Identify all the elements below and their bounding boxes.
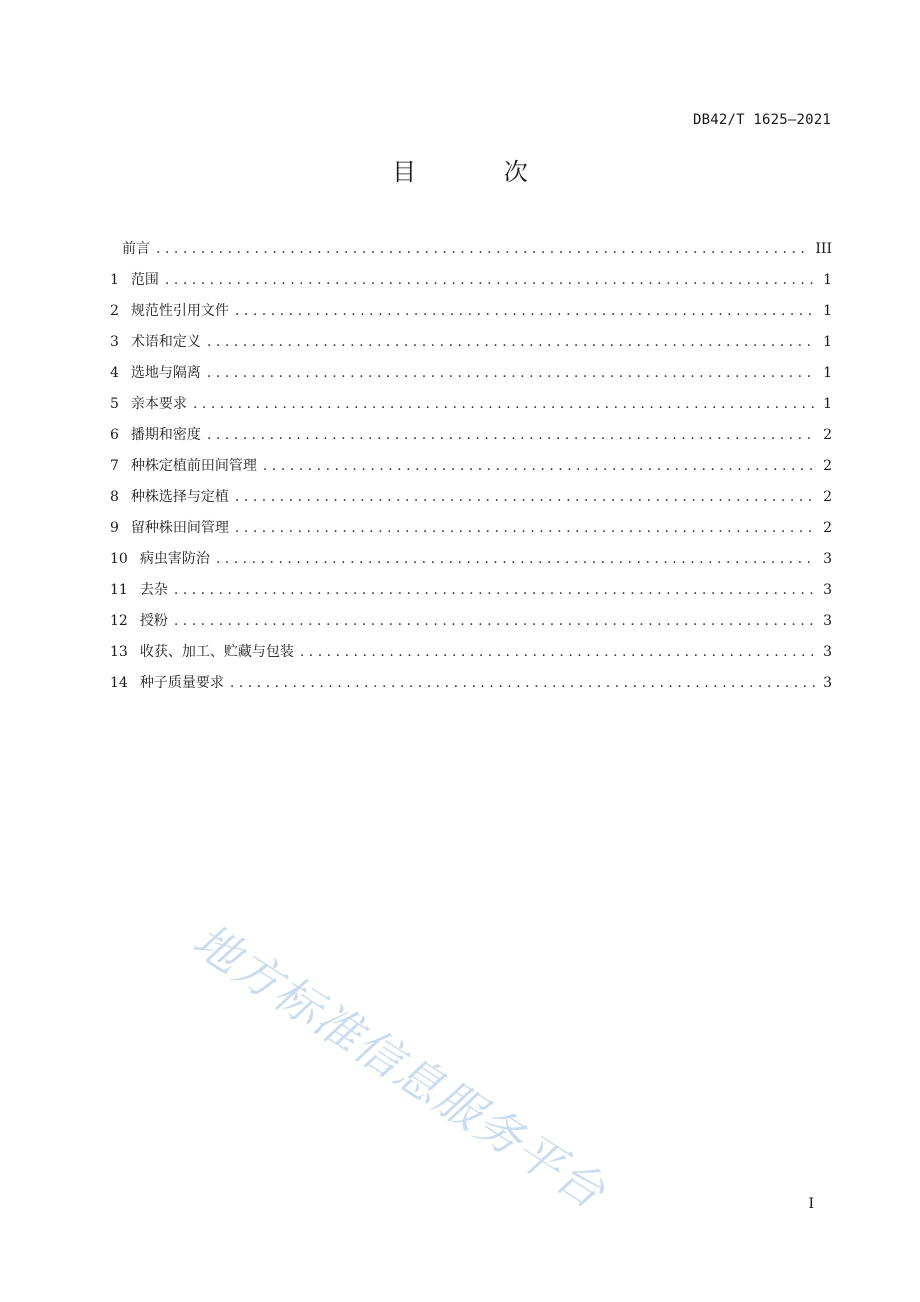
- toc-entry-8[interactable]: [110, 482, 832, 513]
- toc-page-number: 1: [823, 272, 832, 288]
- toc-entry-foreword[interactable]: [110, 234, 832, 265]
- toc-number: 13: [110, 644, 128, 660]
- toc-page-number: 3: [823, 551, 832, 567]
- toc-page-number: 2: [823, 520, 832, 536]
- toc-leader-dots: [174, 575, 816, 606]
- toc-leader-dots: [207, 420, 816, 451]
- toc-number: 10: [110, 551, 128, 567]
- toc-leader-dots: [230, 668, 816, 699]
- toc-label: 亲本要求: [130, 396, 187, 412]
- toc-leader-dots: [235, 513, 816, 544]
- toc-number: 14: [110, 675, 128, 691]
- toc-page-number: 1: [823, 396, 832, 412]
- toc-label: 去杂: [139, 582, 168, 598]
- toc-page-number: 2: [823, 427, 832, 443]
- toc-entry-4[interactable]: [110, 358, 832, 389]
- toc-entry-10[interactable]: [110, 544, 832, 575]
- toc-label: 种株选择与定植: [130, 489, 229, 505]
- table-of-contents: [110, 234, 832, 699]
- toc-entry-9[interactable]: [110, 513, 832, 544]
- toc-number: 8: [110, 489, 119, 505]
- toc-leader-dots: [193, 389, 816, 420]
- toc-label: 病虫害防治: [139, 551, 210, 567]
- toc-page-number: 2: [823, 458, 832, 474]
- toc-page-number: 2: [823, 489, 832, 505]
- toc-leader-dots: [300, 637, 816, 668]
- toc-leader-dots: [207, 358, 816, 389]
- toc-number: 6: [110, 427, 119, 443]
- toc-page-number: 3: [823, 582, 832, 598]
- toc-entry-3[interactable]: [110, 327, 832, 358]
- toc-page-number: 3: [823, 675, 832, 691]
- toc-label: 种株定植前田间管理: [130, 458, 257, 474]
- toc-label: 规范性引用文件: [130, 303, 229, 319]
- toc-page-number: 1: [823, 334, 832, 350]
- toc-entry-6[interactable]: [110, 420, 832, 451]
- toc-label: 授粉: [139, 613, 168, 629]
- toc-label: 留种株田间管理: [130, 520, 229, 536]
- toc-label: 收获、加工、贮藏与包装: [139, 644, 294, 660]
- toc-entry-1[interactable]: [110, 265, 832, 296]
- toc-page-number: 1: [823, 303, 832, 319]
- toc-label: 范围: [130, 272, 159, 288]
- toc-label: 前言: [122, 241, 150, 257]
- toc-number: 3: [110, 334, 119, 350]
- toc-number: 2: [110, 303, 119, 319]
- toc-number: 9: [110, 520, 119, 536]
- toc-number: 4: [110, 365, 119, 381]
- toc-entry-13[interactable]: [110, 637, 832, 668]
- toc-number: 11: [110, 582, 128, 598]
- toc-page-number: III: [815, 241, 832, 257]
- toc-leader-dots: [174, 606, 816, 637]
- toc-leader-dots: [165, 265, 816, 296]
- watermark-text: 地方标准信息服务平台: [183, 912, 616, 1220]
- toc-leader-dots: [235, 482, 816, 513]
- toc-label: 播期和密度: [130, 427, 201, 443]
- toc-number: 5: [110, 396, 119, 412]
- footer-page-number: I: [808, 1196, 814, 1212]
- toc-label: 术语和定义: [130, 334, 201, 350]
- toc-leader-dots: [156, 234, 809, 265]
- toc-number: 1: [110, 272, 119, 288]
- toc-number: 7: [110, 458, 119, 474]
- toc-number: 12: [110, 613, 128, 629]
- toc-label: 选地与隔离: [130, 365, 201, 381]
- toc-leader-dots: [207, 327, 816, 358]
- toc-page-number: 1: [823, 365, 832, 381]
- toc-entry-12[interactable]: [110, 606, 832, 637]
- toc-entry-14[interactable]: [110, 668, 832, 699]
- toc-leader-dots: [235, 296, 816, 327]
- toc-leader-dots: [263, 451, 816, 482]
- toc-entry-5[interactable]: [110, 389, 832, 420]
- toc-entry-11[interactable]: [110, 575, 832, 606]
- document-code: DB42/T 1625—2021: [692, 112, 831, 128]
- toc-entry-7[interactable]: [110, 451, 832, 482]
- toc-leader-dots: [216, 544, 816, 575]
- toc-page-number: 3: [823, 644, 832, 660]
- toc-entry-2[interactable]: [110, 296, 832, 327]
- toc-label: 种子质量要求: [139, 675, 224, 691]
- toc-page-number: 3: [823, 613, 832, 629]
- page-title: 目 次: [392, 158, 568, 186]
